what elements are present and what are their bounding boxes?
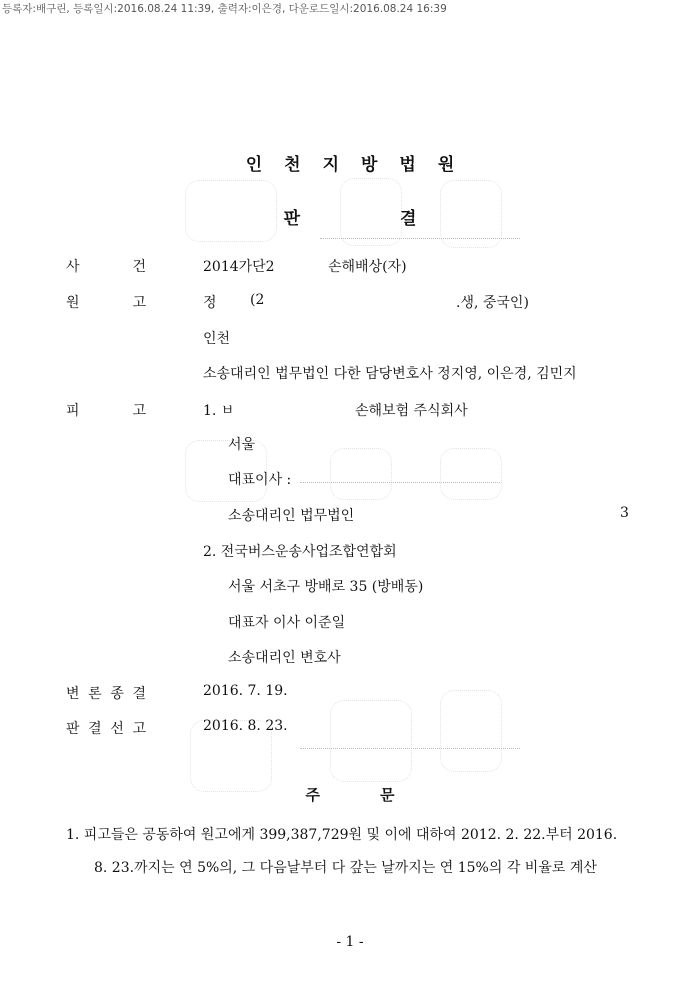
page-number: - 1 - [336, 934, 364, 950]
plaintiff-birth: (2 [250, 292, 265, 308]
plaintiff-label: 원 고 [66, 295, 146, 311]
ruling-label: 판 결 선 고 [66, 721, 146, 737]
plaintiff-counsel: 소송대리인 법무법인 다한 담당변호사 정지영, 이은경, 김민지 [203, 366, 577, 382]
download-meta: 등록자:배구린, 등록일시:2016.08.24 11:39, 출력자:이은경, 다운로드일시:2016.08.24 16:39 [2, 3, 447, 15]
case-title: 손해배상(자) [328, 259, 407, 275]
case-number: 2014가단2 [203, 259, 275, 275]
defendant-1-counsel: 소송대리인 법무법인 [228, 508, 355, 524]
order-title: 주문 [305, 786, 455, 804]
defendant-1-representative: 대표이사 : [228, 472, 292, 488]
court-name: 인천지방법원 [245, 155, 477, 175]
plaintiff-name: 정 [203, 295, 217, 311]
order-line-1: 1. 피고들은 공동하여 원고에게 399,387,729원 및 이에 대하여 2012. 2. 22.부터 2016. [66, 827, 618, 843]
defendant-1-address: 서울 [228, 437, 256, 453]
defendant-1-company: 손해보험 주식회사 [355, 403, 468, 419]
defendant-2-address: 서울 서초구 방배로 35 (방배동) [228, 579, 424, 595]
order-line-2: 8. 23.까지는 연 5%의, 그 다음날부터 다 갚는 날까지는 연 15%의 각 비율로 계산 [94, 860, 597, 876]
defendant-label: 피 고 [66, 403, 146, 419]
document-type: 판결 [283, 209, 517, 229]
defendant-2-representative: 대표자 이사 이준일 [228, 615, 346, 631]
defendant-2-counsel: 소송대리인 변호사 [228, 650, 341, 666]
defendant-1-name: 1. ㅂ [203, 403, 235, 419]
case-label: 사 건 [66, 259, 146, 275]
ruling-date: 2016. 8. 23. [203, 718, 288, 734]
defendant-1-counsel-tail: 3 [620, 505, 629, 521]
closing-label: 변 론 종 결 [66, 686, 146, 702]
closing-date: 2016. 7. 19. [203, 683, 288, 699]
defendant-2-name: 2. 전국버스운송사업조합연합회 [203, 544, 397, 560]
plaintiff-address: 인천 [203, 331, 231, 347]
plaintiff-nationality: .생, 중국인) [456, 295, 529, 311]
